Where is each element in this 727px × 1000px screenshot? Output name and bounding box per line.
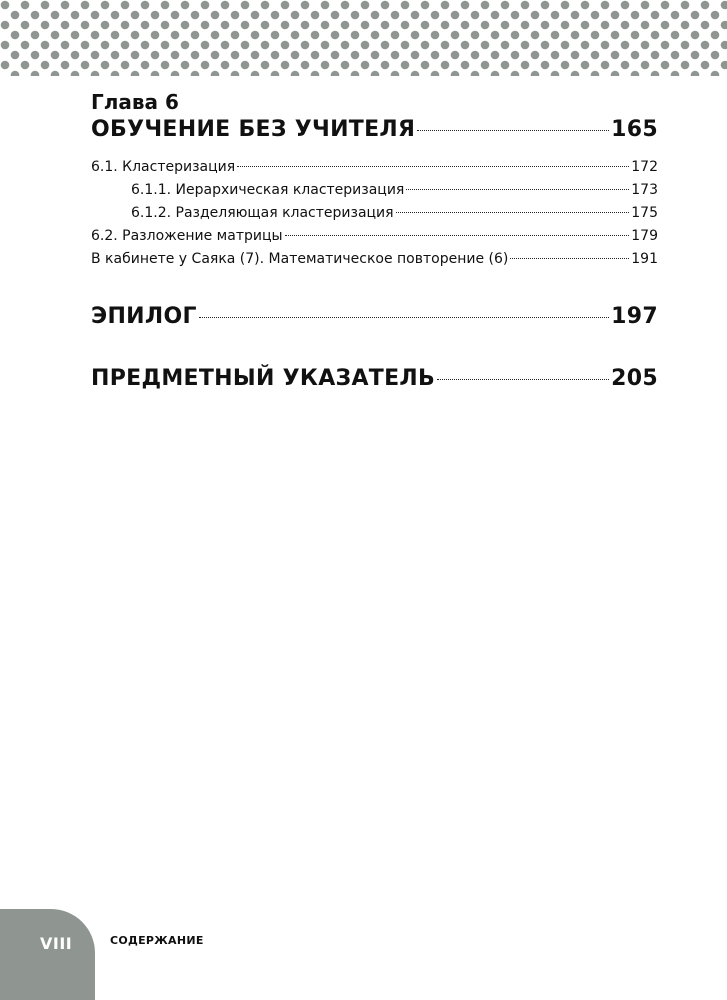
dot-leader [406,189,629,190]
toc-entry-page: 165 [611,117,658,142]
toc-entry-page: 172 [631,159,658,175]
toc-entry-subject-index[interactable] [91,363,658,395]
dotted-header-band [0,0,727,76]
page-number: VIII [40,934,73,953]
toc-entry-6-1-1[interactable] [91,179,658,202]
toc-entry-title: ОБУЧЕНИЕ БЕЗ УЧИТЕЛЯ [91,117,416,142]
toc-entry-title: ЭПИЛОГ [91,304,197,329]
spacer [91,146,658,156]
toc-entry-6-2[interactable] [91,225,658,248]
running-footer-title: СОДЕРЖАНИЕ [110,934,204,947]
dot-leader [237,166,629,167]
toc-entry-page: 191 [631,251,658,267]
toc-entry-title: ПРЕДМЕТНЫЙ УКАЗАТЕЛЬ [91,366,436,391]
page-number-tab [0,909,95,1000]
toc-entry-title: 6.1. Кластеризация [91,159,236,175]
toc-entry-chapter-6[interactable] [91,114,658,146]
dot-leader [396,212,630,213]
dot-leader [437,379,609,380]
dot-leader [510,258,629,259]
toc-entry-title: 6.1.2. Разделяющая кластеризация [131,205,394,221]
toc-entry-6-1-2[interactable] [91,202,658,225]
toc-entry-sayaka-7[interactable] [91,248,658,271]
dot-pattern [0,0,727,76]
toc-entry-title: 6.1.1. Иерархическая кластеризация [131,182,405,198]
toc-entry-epilogue[interactable] [91,301,658,333]
toc-entry-title: 6.2. Разложение матрицы [91,228,283,244]
toc-entry-page: 197 [611,304,658,329]
table-of-contents [91,90,658,395]
spacer [91,271,658,301]
toc-entry-title: В кабинете у Саяка (7). Математическое повторение (6) [91,251,509,267]
chapter-label: Глава 6 [91,90,179,114]
dot-leader [285,235,630,236]
toc-entry-6-1[interactable] [91,156,658,179]
dot-leader [417,130,609,131]
toc-entry-page: 173 [631,182,658,198]
toc-entry-page: 175 [631,205,658,221]
toc-entry-page: 205 [611,366,658,391]
dot-leader [199,317,609,318]
toc-entry-page: 179 [631,228,658,244]
spacer [91,333,658,363]
